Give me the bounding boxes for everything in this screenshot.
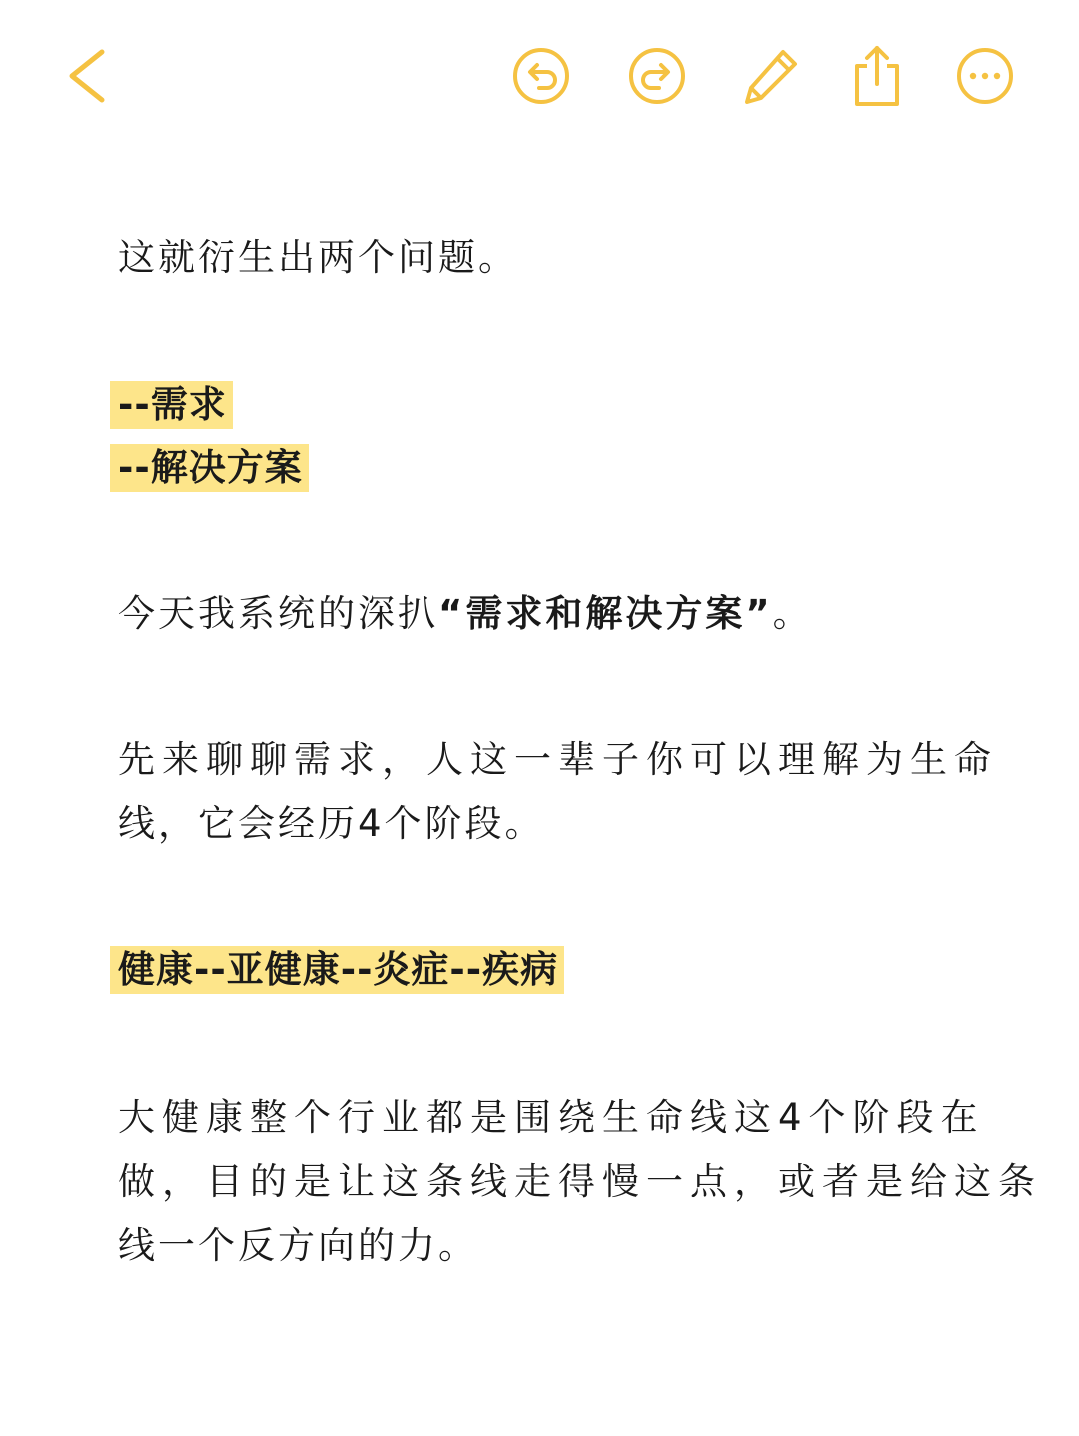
paragraph-lifeline-line2: 线，它会经历4个阶段。 [118,802,545,845]
highlight-demand: --需求 [110,381,233,429]
top-toolbar [0,0,1079,150]
paragraph-industry-line3: 线一个反方向的力。 [118,1224,478,1267]
edit-button[interactable] [739,44,803,108]
undo-icon [509,44,573,108]
paragraph-today-prefix: 今天我系统的深扒 [118,592,438,635]
more-button[interactable] [953,44,1017,108]
paragraph-today [118,588,813,640]
back-button[interactable] [56,44,120,108]
redo-button[interactable] [625,44,689,108]
highlight-solution: --解决方案 [110,444,309,492]
paragraph-industry-line2: 做，目的是让这条线走得慢一点，或者是给这条 [118,1160,1042,1203]
pencil-icon [739,44,803,108]
redo-icon [625,44,689,108]
undo-button[interactable] [509,44,573,108]
paragraph-today-suffix: 。 [772,592,813,635]
share-button[interactable] [845,44,909,108]
share-icon [845,44,909,108]
paragraph-today-bold: “需求和解决方案” [438,592,773,635]
paragraph-problems: 这就衍生出两个问题。 [118,236,518,279]
highlight-stages: 健康--亚健康--炎症--疾病 [110,946,564,994]
chevron-left-icon [56,44,120,108]
paragraph-lifeline-line1: 先来聊聊需求，人这一辈子你可以理解为生命 [118,738,998,781]
paragraph-industry-line1: 大健康整个行业都是围绕生命线这4个阶段在 [118,1096,985,1139]
more-icon [953,44,1017,108]
